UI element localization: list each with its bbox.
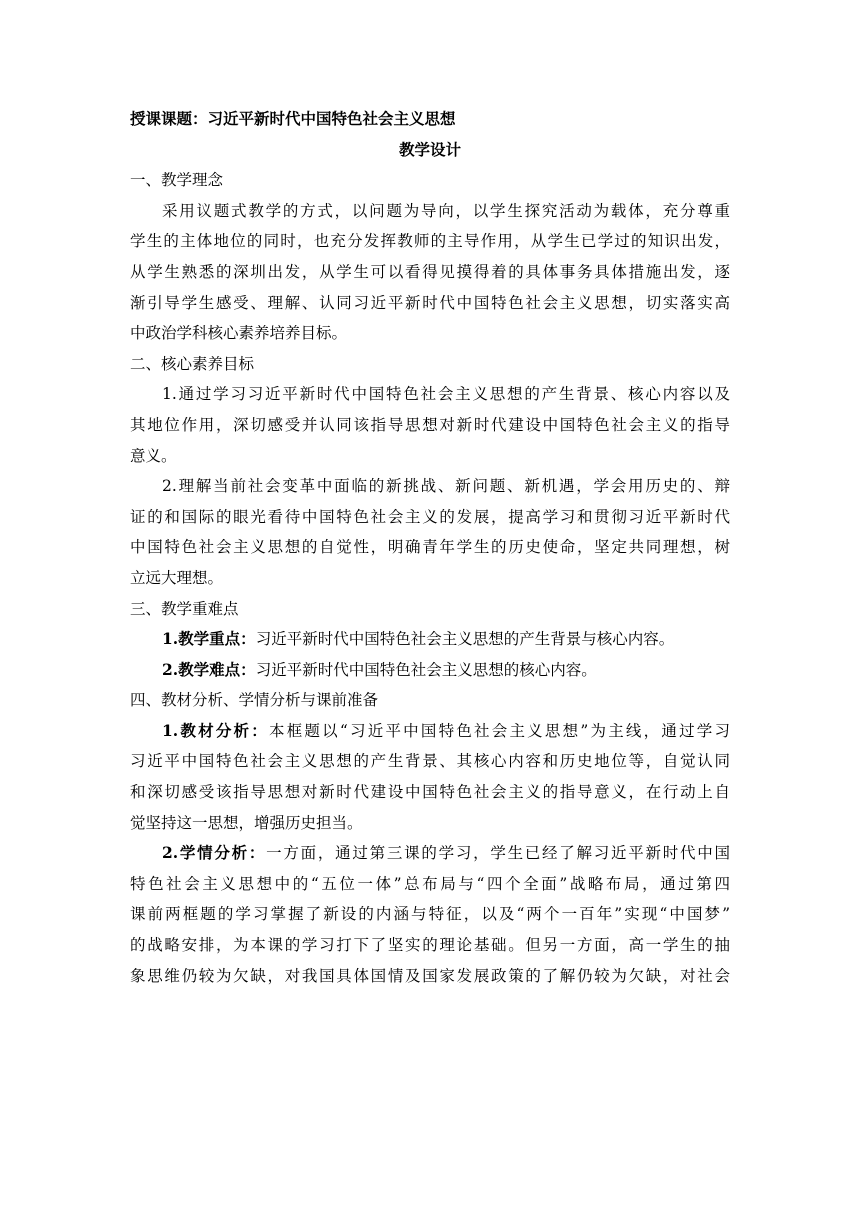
s4-b-line: 的战略安排，为本课的学习打下了坚实的理论基础。但另一方面，高一学生的抽 xyxy=(130,936,730,955)
section-heading-1: 一、教学理念 xyxy=(130,171,224,190)
course-title: 习近平新时代中国特色社会主义思想 xyxy=(207,109,456,128)
textbook-analysis-label: 1.教材分析： xyxy=(162,720,269,740)
difficult-point-line xyxy=(130,655,730,686)
key-point-label: 1.教学重点： xyxy=(162,629,256,649)
s1-line: 采用议题式教学的方式，以问题为导向，以学生探究活动为载体，充分尊重 xyxy=(162,201,730,220)
key-point-text: 习近平新时代中国特色社会主义思想的产生背景与核心内容。 xyxy=(255,630,675,649)
course-title-line xyxy=(130,104,730,135)
s2-p1-line: 其地位作用，深切感受并认同该指导思想对新时代建设中国特色社会主义的指导 xyxy=(130,415,730,434)
s4-b-line: 象思维仍较为欠缺，对我国具体国情及国家发展政策的了解仍较为欠缺，对社会 xyxy=(130,966,730,985)
s4-b-line: 特色社会主义思想中的“五位一体”总布局与“四个全面”战略布局，通过第四 xyxy=(130,874,730,893)
s1-line: 渐引导学生感受、理解、认同习近平新时代中国特色社会主义思想，切实落实高 xyxy=(130,293,730,312)
key-point-line xyxy=(130,624,730,655)
student-analysis-line xyxy=(130,838,730,869)
s2-p2-line: 2.理解当前社会变革中面临的新挑战、新问题、新机遇，学会用历史的、辩 xyxy=(162,477,730,496)
course-title-prefix: 授课课题： xyxy=(130,109,208,128)
s4-a-line: 和深切感受该指导思想对新时代建设中国特色社会主义的指导意义，在行动上自 xyxy=(130,783,730,802)
s4-a-line: 习近平中国特色社会主义思想的产生背景、其核心内容和历史地位等，自觉认同 xyxy=(130,752,730,771)
s1-line: 从学生熟悉的深圳出发，从学生可以看得见摸得着的具体事务具体措施出发，逐 xyxy=(130,262,730,281)
section-heading-3: 三、教学重难点 xyxy=(130,599,239,618)
s2-p1-line: 意义。 xyxy=(130,446,177,465)
textbook-analysis-line xyxy=(130,716,730,747)
s1-line: 中政治学科核心素养培养目标。 xyxy=(130,324,348,343)
section-heading-4: 四、教材分析、学情分析与课前准备 xyxy=(130,691,379,710)
document-body xyxy=(130,104,730,991)
s2-p2-line: 立远大理想。 xyxy=(130,568,224,587)
difficult-point-label: 2.教学难点： xyxy=(162,659,256,679)
s4-a-line: 觉坚持这一思想，增强历史担当。 xyxy=(130,813,363,832)
textbook-analysis-text: 本框题以“习近平中国特色社会主义思想”为主线，通过学习 xyxy=(269,721,730,740)
s1-line: 学生的主体地位的同时，也充分发挥教师的主导作用，从学生已学过的知识出发， xyxy=(130,232,730,251)
s4-b-line: 课前两框题的学习掌握了新设的内涵与特征，以及“两个一百年”实现“中国梦” xyxy=(130,905,730,924)
s2-p2-line: 证的和国际的眼光看待中国特色社会主义的发展，提高学习和贯彻习近平新时代 xyxy=(130,507,730,526)
s2-p2-line: 中国特色社会主义思想的自觉性，明确青年学生的历史使命，坚定共同理想，树 xyxy=(130,538,730,557)
student-analysis-text: 一方面，通过第三课的学习，学生已经了解习近平新时代中国 xyxy=(266,844,730,863)
student-analysis-label: 2.学情分析： xyxy=(162,843,267,863)
document-subtitle: 教学设计 xyxy=(398,139,461,159)
s2-p1-line: 1.通过学习习近平新时代中国特色社会主义思想的产生背景、核心内容以及 xyxy=(162,385,730,404)
difficult-point-text: 习近平新时代中国特色社会主义思想的核心内容。 xyxy=(255,660,597,679)
section-heading-2: 二、核心素养目标 xyxy=(130,354,255,373)
